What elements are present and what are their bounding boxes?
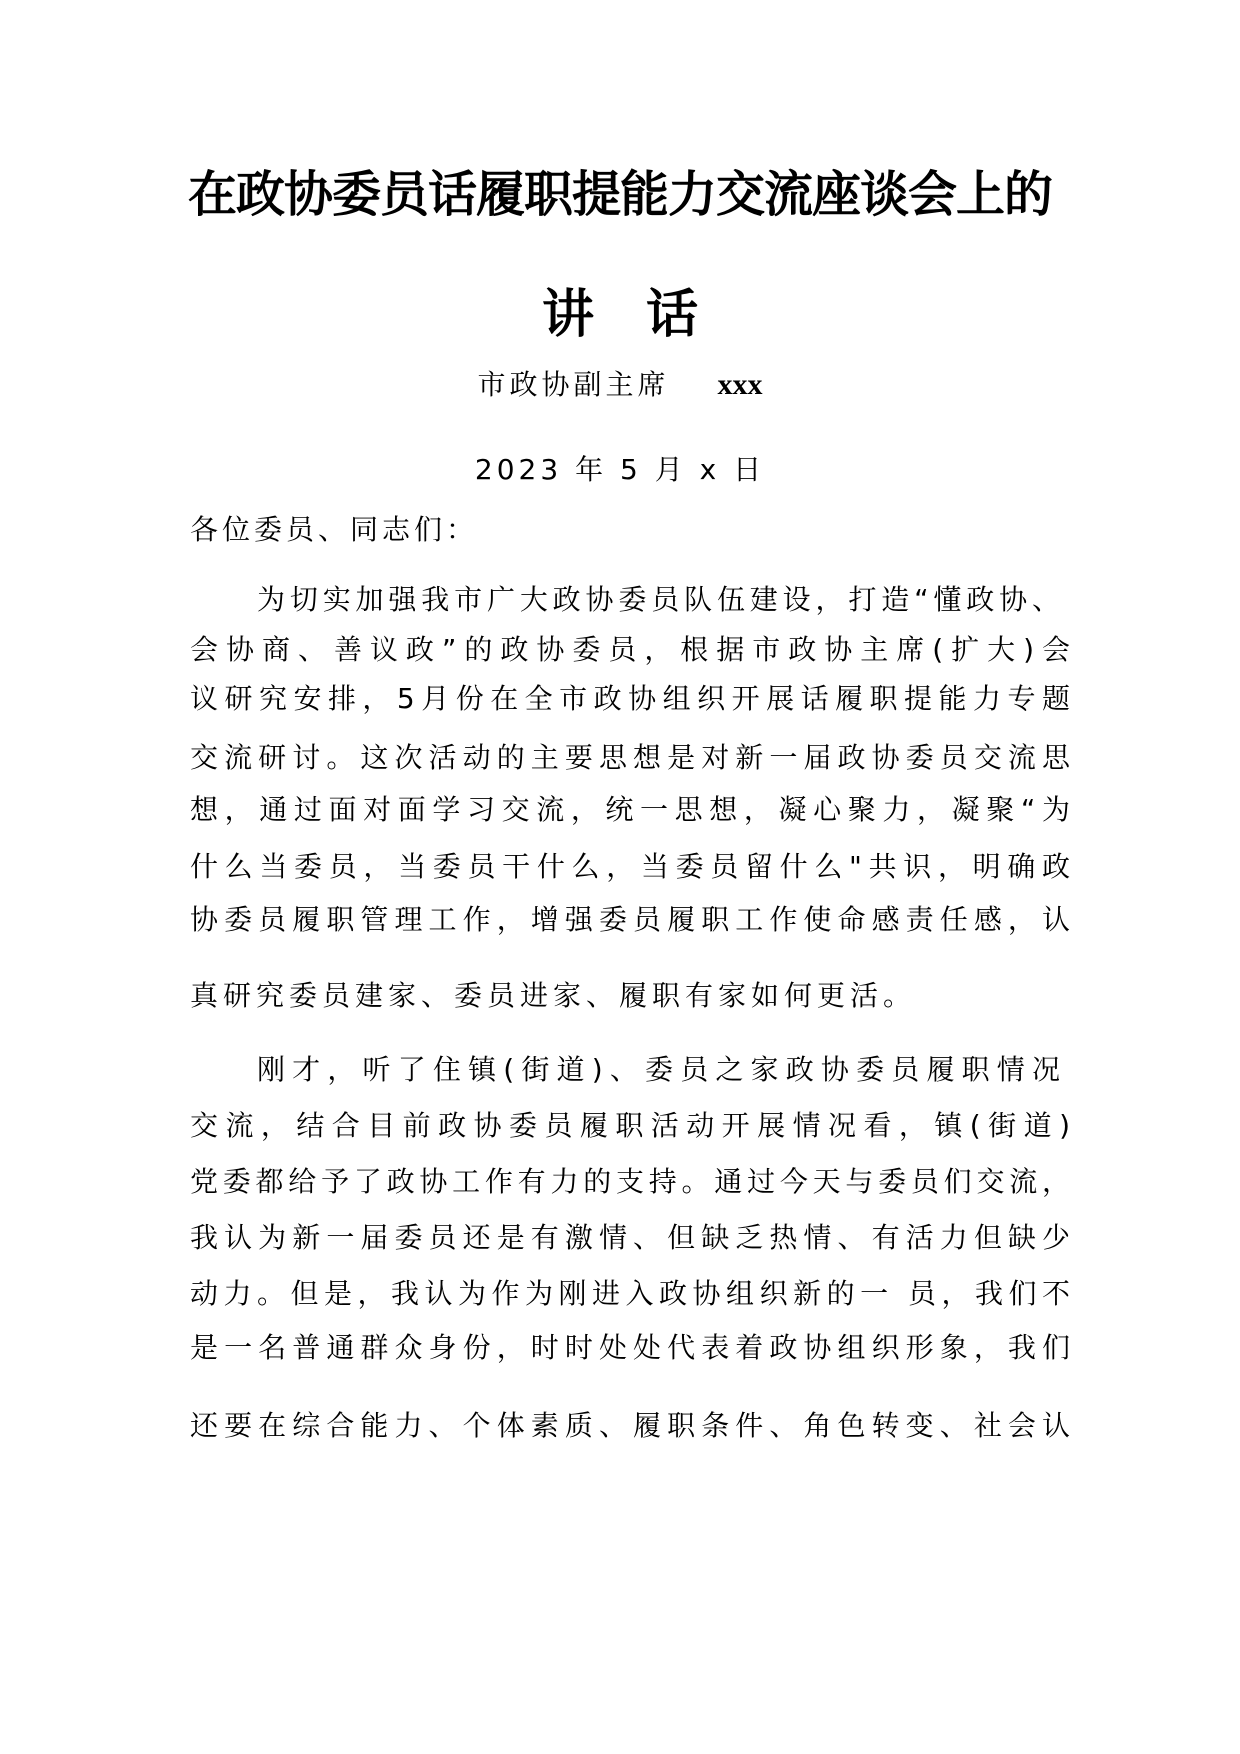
speaker-name: xxx xyxy=(717,368,763,401)
paragraph-2-line: 还要在综合能力、个体素质、履职条件、角色转变、社会认 xyxy=(190,1409,1070,1442)
speech-date: 2023 年 5 月 x 日 xyxy=(474,453,766,486)
paragraph-2-line: 党委都给予了政协工作有力的支持。通过今天与委员们交流， xyxy=(190,1165,1070,1198)
paragraph-1-line: 想，通过面对面学习交流，统一思想，凝心聚力，凝聚“为 xyxy=(190,793,1070,826)
paragraph-2-line: 是一名普通群众身份，时时处处代表着政协组织形象，我们 xyxy=(190,1331,1070,1364)
paragraph-1-line: 为切实加强我市广大政协委员队伍建设，打造“懂政协、 xyxy=(257,583,1060,616)
paragraph-1-line: 议研究安排，5月份在全市政协组织开展话履职提能力专题 xyxy=(190,682,1070,715)
paragraph-1-line: 协委员履职管理工作，增强委员履职工作使命感责任感，认 xyxy=(190,903,1070,936)
paragraph-2-line: 刚才，听了住镇(街道)、委员之家政协委员履职情况 xyxy=(257,1053,1060,1086)
paragraph-1-line: 什么当委员，当委员干什么，当委员留什么"共识，明确政 xyxy=(190,850,1070,883)
paragraph-1-line: 会协商、善议政”的政协委员，根据市政协主席(扩大)会 xyxy=(190,633,1070,666)
paragraph-1-line: 交流研讨。这次活动的主要思想是对新一届政协委员交流思 xyxy=(190,741,1070,774)
speaker-role: 市政协副主席 xyxy=(477,368,670,401)
paragraph-2-line: 我认为新一届委员还是有激情、但缺乏热情、有活力但缺少 xyxy=(190,1221,1070,1254)
paragraph-2-line: 交流，结合目前政协委员履职活动开展情况看，镇(街道) xyxy=(190,1109,1070,1142)
byline xyxy=(0,365,1240,405)
document-title-line-2: 讲话 xyxy=(541,285,750,345)
document-title-line-1: 在政协委员话履职提能力交流座谈会上的 xyxy=(187,166,1052,223)
paragraph-1-line: 真研究委员建家、委员进家、履职有家如何更活。 xyxy=(190,979,917,1012)
paragraph-2-line: 动力。但是，我认为作为刚进入政协组织新的一 员，我们不 xyxy=(190,1277,1070,1310)
greeting: 各位委员、同志们： xyxy=(190,513,479,546)
